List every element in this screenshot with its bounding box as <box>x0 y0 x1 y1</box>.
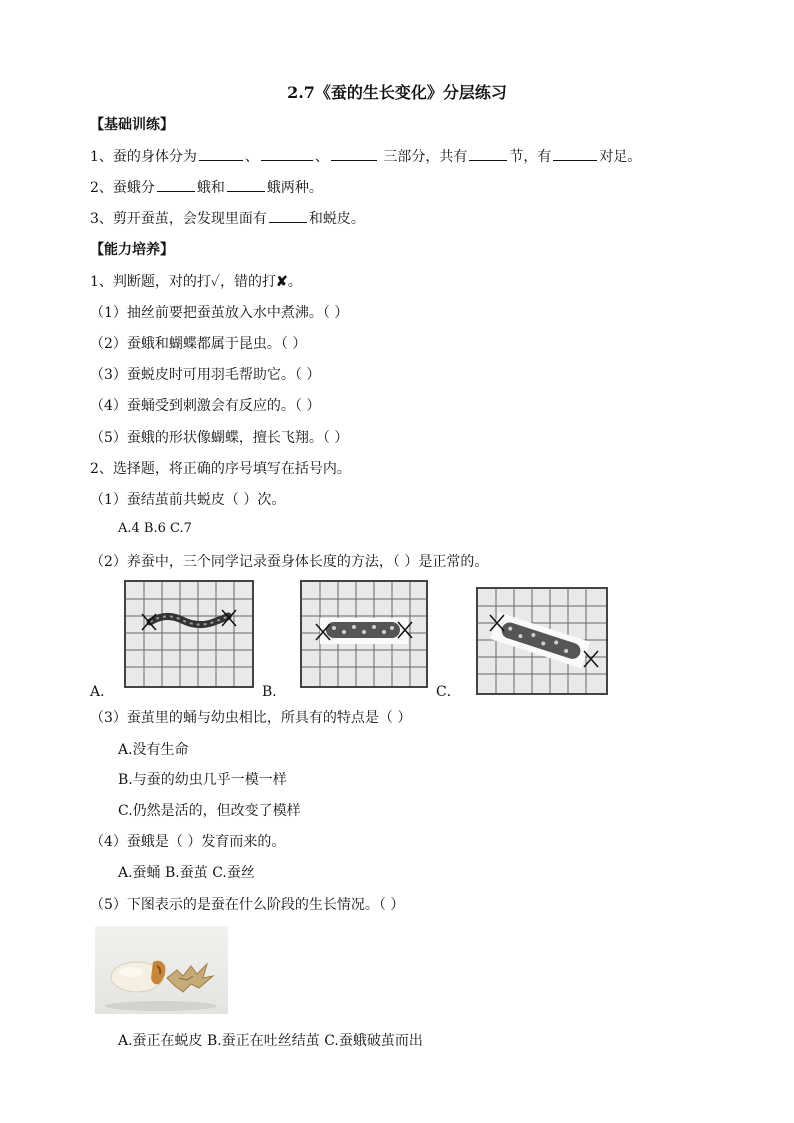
choice-q3-option-c: C.仍然是活的，但改变了模样 <box>118 803 301 819</box>
judge-heading-mid: ，错的打 <box>219 274 276 290</box>
judge-item-4: （4）蚕蛹受到刺激会有反应的。（ ） <box>90 398 321 414</box>
figure-a-label: A． <box>90 684 115 700</box>
q2-blank-2[interactable] <box>227 177 265 192</box>
q1-mid: 三部分，共有 <box>378 149 468 165</box>
choice-q3-stem: （3）蚕茧里的蛹与幼虫相比，所具有的特点是（ ） <box>90 710 412 726</box>
figure-c-drawing <box>478 589 606 693</box>
q3-blank-1[interactable] <box>269 208 307 223</box>
choice-q5-options: A.蚕正在蜕皮 B.蚕正在吐丝结茧 C.蚕蛾破茧而出 <box>118 1033 423 1049</box>
q1-blank-5[interactable] <box>553 146 597 161</box>
judge-heading-text: 1、判断题，对的打 <box>90 274 211 290</box>
choice-q5-stem: （5）下图表示的是蚕在什么阶段的生长情况。（ ） <box>90 897 405 913</box>
q1-mid2: 节，有 <box>509 149 552 165</box>
judge-heading <box>90 271 302 291</box>
choice-q4-options: A.蚕蛹 B.蚕茧 C.蚕丝 <box>118 865 255 881</box>
figure-b-drawing <box>302 582 426 686</box>
judge-item-1: （1）抽丝前要把蚕茧放入水中煮沸。（ ） <box>90 305 349 321</box>
choice-q3-option-a: A.没有生命 <box>118 742 189 758</box>
judge-item-3: （3）蚕蜕皮时可用羽毛帮助它。（ ） <box>90 367 321 383</box>
q2-prefix: 2、蚕蛾分 <box>90 180 155 196</box>
q2-mid: 蛾和 <box>196 180 225 196</box>
check-mark-icon: ✓ <box>210 274 220 290</box>
figure-c-grid <box>476 587 608 695</box>
q1-suffix: 对足。 <box>599 149 642 165</box>
q3-prefix: 3、剪开蚕茧，会发现里面有 <box>90 211 267 227</box>
cocoon-photo-drawing <box>95 926 228 1014</box>
q1-prefix: 1、蚕的身体分为 <box>90 149 197 165</box>
q1-blank-4[interactable] <box>469 146 507 161</box>
q2-blank-1[interactable] <box>157 177 195 192</box>
q1-blank-3[interactable] <box>331 146 377 161</box>
section-ability-heading: 【能力培养】 <box>90 242 174 258</box>
figure-b-grid <box>300 580 428 688</box>
q3-suffix: 和蜕皮。 <box>308 211 365 227</box>
q1-blank-2[interactable] <box>261 146 313 161</box>
choice-q2-stem: （2）养蚕中，三个同学记录蚕身体长度的方法，（ ）是正常的。 <box>90 554 489 570</box>
cocoon-photo <box>95 926 228 1014</box>
figure-c-label: C． <box>436 684 461 700</box>
basic-question-1 <box>90 146 641 166</box>
cross-mark-icon: ✘ <box>275 274 288 290</box>
page-title: 2.7《蚕的生长变化》分层练习 <box>287 83 507 102</box>
basic-question-3 <box>90 208 365 228</box>
q1-blank-1[interactable] <box>199 146 243 161</box>
choice-q1-options: A.4 B.6 C.7 <box>118 521 192 536</box>
q1-sep1: 、 <box>244 149 259 165</box>
judge-item-5: （5）蚕蛾的形状像蝴蝶，擅长飞翔。（ ） <box>90 430 349 446</box>
q2-suffix: 蛾两种。 <box>266 180 323 196</box>
judge-item-2: （2）蚕蛾和蝴蝶都属于昆虫。（ ） <box>90 336 307 352</box>
figure-b-label: B． <box>262 684 287 700</box>
section-basic-heading: 【基础训练】 <box>90 117 174 133</box>
basic-question-2 <box>90 177 323 197</box>
figure-a-grid <box>124 580 254 688</box>
q1-sep2: 、 <box>314 149 329 165</box>
choice-q4-stem: （4）蚕蛾是（ ）发育而来的。 <box>90 834 286 850</box>
choice-heading: 2、选择题，将正确的序号填写在括号内。 <box>90 461 351 477</box>
choice-q3-option-b: B.与蚕的幼虫几乎一模一样 <box>118 772 287 788</box>
judge-heading-end: 。 <box>287 274 302 290</box>
choice-q1-stem: （1）蚕结茧前共蜕皮（ ）次。 <box>90 492 286 508</box>
figure-a-drawing <box>126 582 252 686</box>
